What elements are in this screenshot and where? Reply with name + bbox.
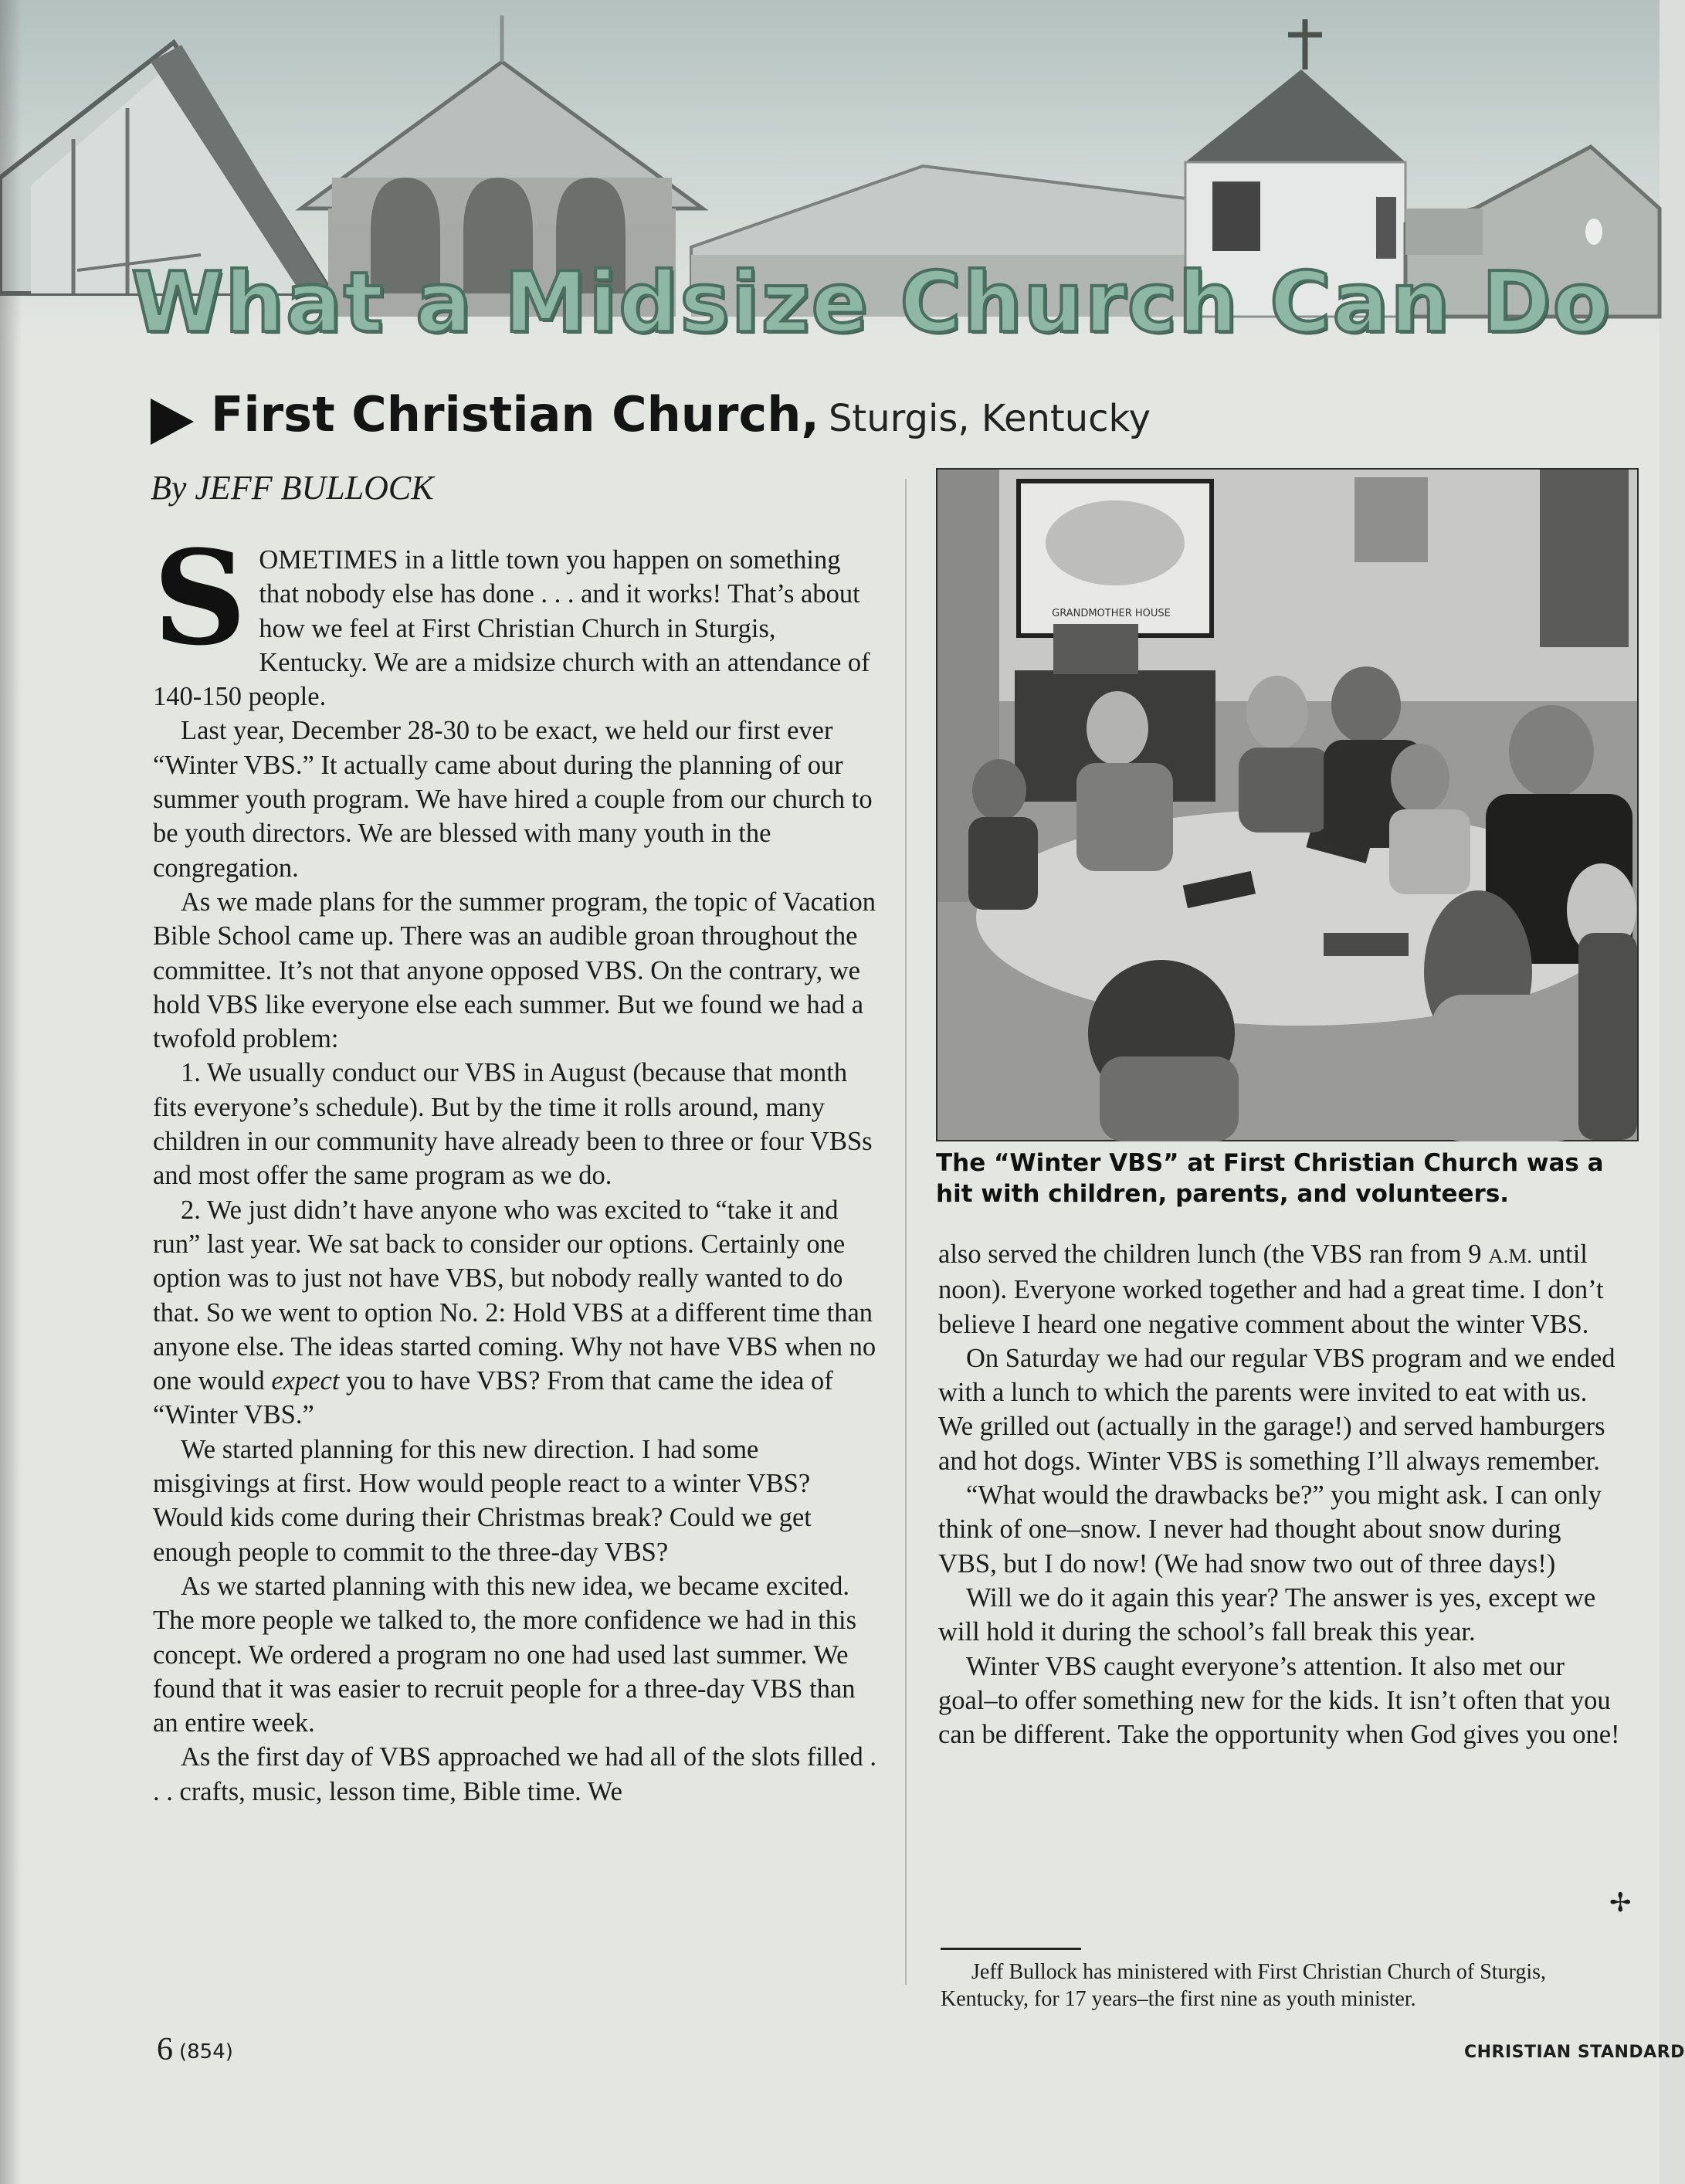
paragraph-r5: Winter VBS caught everyone’s attention. It also met our goal–to offer something new for the kids. It isn’t often that you can be different. Take the opportunity when God gives you one! bbox=[938, 1651, 1620, 1750]
paragraph-1 bbox=[153, 521, 879, 714]
paragraph-5-text-b: you to have VBS? From that came the idea of “Winter VBS.” bbox=[153, 1366, 833, 1430]
paragraph-3: As we made plans for the summer program, the topic of Vacation Bible School came up. There was an audible groan throughout the committee. It’s not that anyone opposed VBS. On the contrary, we hold VBS like everyone else each summer. But we found we had a twofold problem: bbox=[153, 887, 876, 1054]
page-number-sub: (854) bbox=[179, 2040, 233, 2064]
paragraph-r3: “What would the drawbacks be?” you might ask. I can only think of one–snow. I never had thought about snow during VBS, but I do now! (We had snow two out of three days!) bbox=[938, 1480, 1602, 1579]
paragraph-5-text-a: 2. We just didn’t have anyone who was excited to “take it and run” last year. We sat back to consider our options. Certainly one option was to just not have VBS, but nobody really wanted to do that. So we went to option No. 2: Hold VBS at a different time than anyone else. The ideas started coming. Why not have VBS when no one would bbox=[153, 1195, 876, 1396]
paragraph-5-emphasis: expect bbox=[271, 1366, 340, 1396]
paragraph-7: As we started planning with this new idea, we became excited. The more people we talked to, the more confidence we had in this concept. We ordered a program no one had used last summer. We found that it was easier to recruit people for a three-day VBS than an entire week. bbox=[153, 1571, 857, 1738]
paragraph-4: 1. We usually conduct our VBS in August (because that month fits everyone’s schedule). But by the time it rolls around, many children in our community have already been to three or four VBSs and most offer the same program as we do. bbox=[153, 1058, 873, 1191]
time-am: A.M. bbox=[1488, 1244, 1532, 1267]
paragraph-r1 bbox=[938, 1237, 1626, 1341]
photo-caption: The “Winter VBS” at First Christian Church was a hit with children, parents, and volunteers. bbox=[936, 1149, 1604, 1208]
photo-winter-vbs bbox=[936, 468, 1639, 1141]
paragraph-r4: Will we do it again this year? The answer is yes, except we will hold it during the school’s fall break this year. bbox=[938, 1582, 1596, 1647]
magazine-name: CHRISTIAN STANDARD bbox=[1464, 2043, 1685, 2062]
paragraph-8: As the first day of VBS approached we had all of the slots filled . . . crafts, music, lesson time, Bible time. We bbox=[153, 1742, 876, 1806]
poster-text: GRANDMOTHER HOUSE bbox=[1052, 608, 1171, 619]
headline bbox=[151, 386, 1151, 451]
page-number bbox=[157, 2031, 233, 2068]
paragraph-5 bbox=[153, 1193, 879, 1433]
banner-title: What a Midsize Church Can Do bbox=[131, 255, 1612, 351]
paragraph-6: We started planning for this new direction. I had some misgivings at first. How would people react to a winter VBS? Would kids come during their Christmas break? Could we get enough people to commit to the three-day VBS? bbox=[153, 1434, 812, 1567]
author-bio: Jeff Bullock has ministered with First Christian Church of Sturgis, Kentucky, for 17 years–the first nine as youth minister. bbox=[941, 1960, 1547, 2011]
article-column-right bbox=[938, 1237, 1626, 1752]
paragraph-2: Last year, December 28-30 to be exact, we held our first ever “Winter VBS.” It actually came about during the planning of our summer youth program. We have hired a couple from our church to be youth directors. We are blessed with many youth in the congregation. bbox=[153, 716, 873, 883]
page-edge-shadow bbox=[0, 0, 22, 2184]
triangle-arrow-icon bbox=[151, 398, 194, 445]
page-number-main: 6 bbox=[157, 2032, 173, 2067]
paragraph-1-text: OMETIMES in a little town you happen on something that nobody else has done . . . and it works! That’s about how we feel at First Christian Church in Sturgis, Kentucky. We are a midsize church with an attendance of 140-150 people. bbox=[153, 545, 870, 712]
paragraph-r2: On Saturday we had our regular VBS program and we ended with a lunch to which the parents were invited to eat with us. We grilled out (actually in the garage!) and served hamburgers and hot dogs. Winter VBS is something I’ll always remember. bbox=[938, 1343, 1615, 1476]
paragraph-r1-text-b: until noon). Everyone worked together and had a great time. I don’t believe I heard one negative comment about the winter VBS. bbox=[938, 1240, 1604, 1339]
church-location: Sturgis, Kentucky bbox=[828, 397, 1151, 440]
byline: By JEFF BULLOCK bbox=[151, 469, 434, 507]
bio-rule bbox=[941, 1948, 1081, 1950]
paragraph-r1-text-a: also served the children lunch (the VBS ran from 9 bbox=[938, 1240, 1489, 1269]
dropcap: S bbox=[153, 521, 247, 674]
classroom-photo bbox=[937, 470, 1637, 1140]
banner bbox=[0, 0, 1660, 351]
end-mark-icon: ✢ bbox=[1609, 1889, 1632, 1918]
column-divider bbox=[905, 479, 907, 1985]
article-column-left bbox=[153, 521, 879, 1809]
church-name: First Christian Church, bbox=[211, 386, 819, 443]
